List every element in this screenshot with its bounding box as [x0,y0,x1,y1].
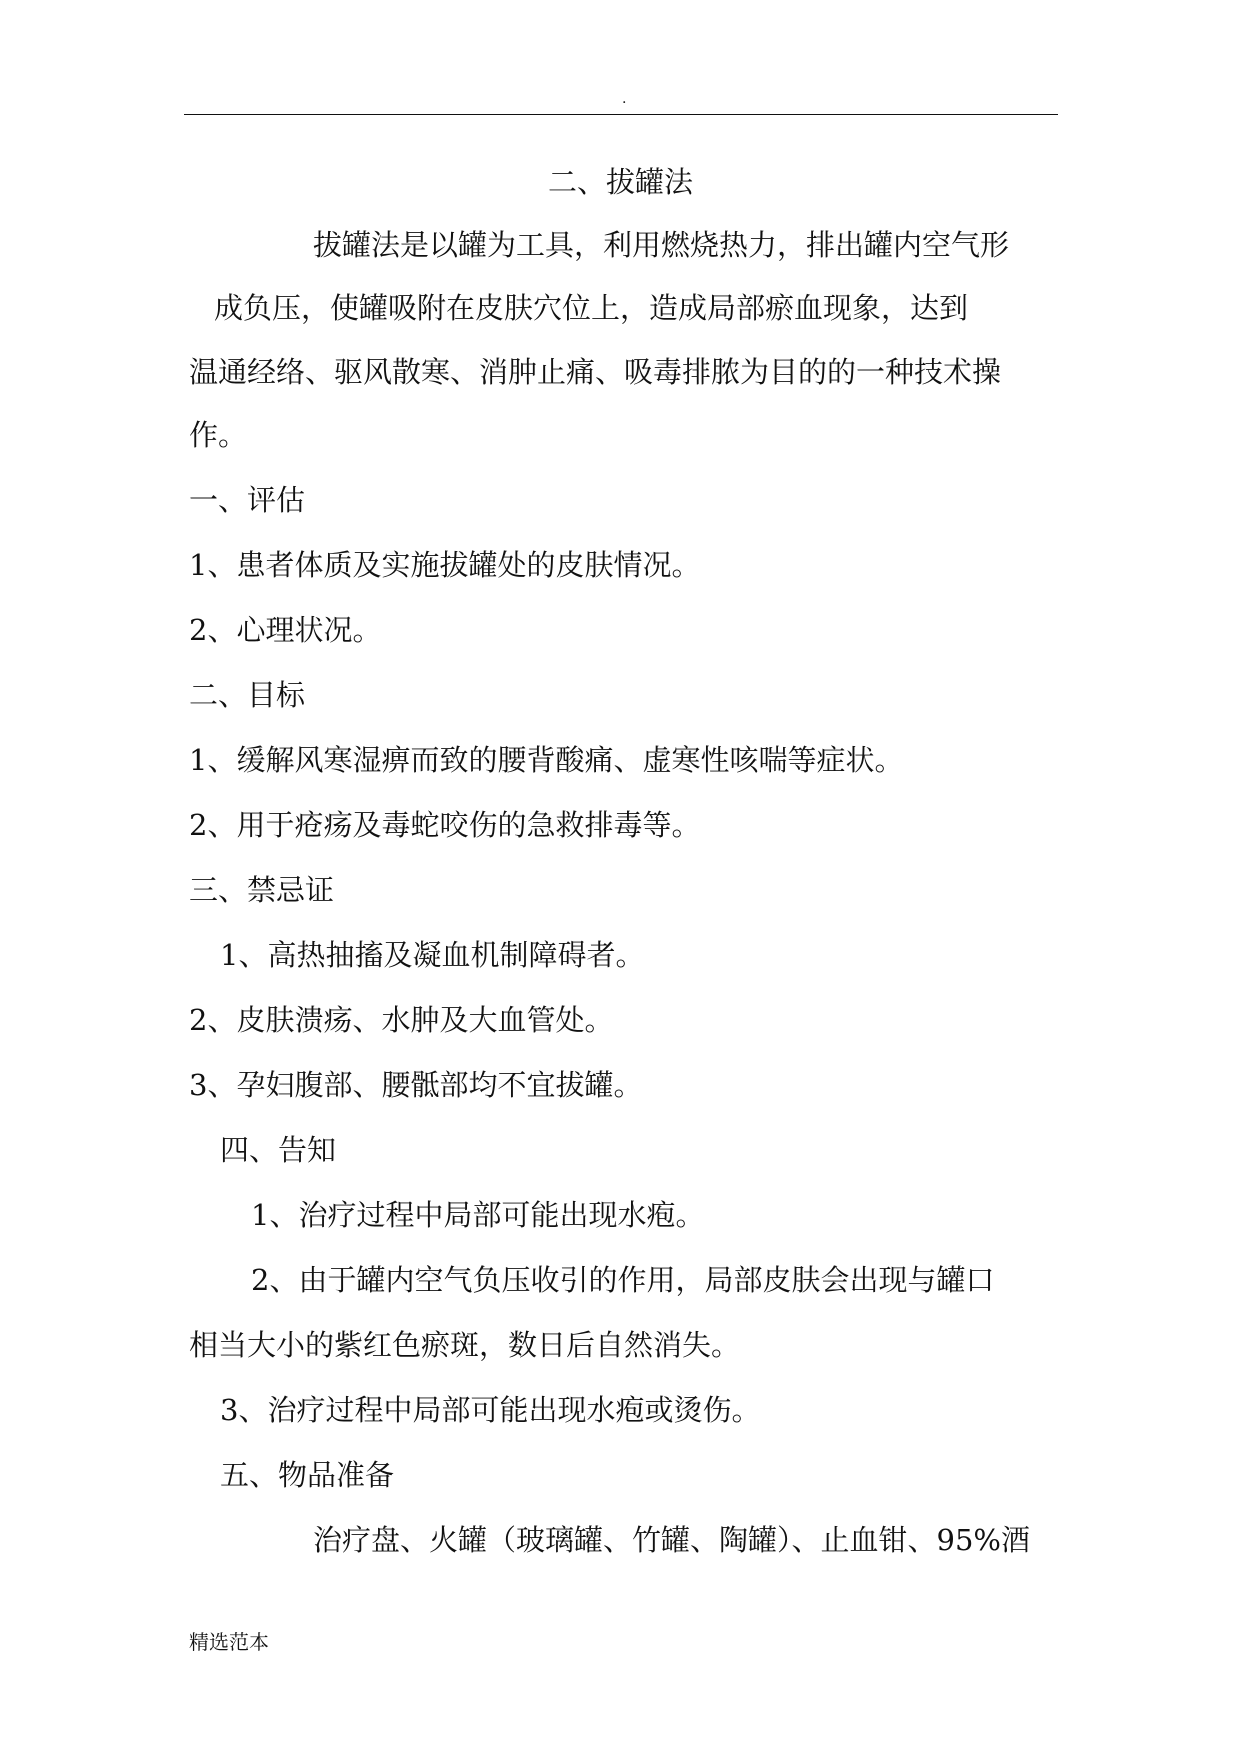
list-item: 1、缓解风寒湿痹而致的腰背酸痛、虚寒性咳喘等症状。 [189,743,904,777]
header-rule [184,114,1058,115]
section-heading: 一、评估 [189,483,306,517]
list-item: 相当大小的紫红色瘀斑，数日后自然消失。 [189,1328,741,1362]
list-item: 3、孕妇腹部、腰骶部均不宜拔罐。 [189,1068,643,1102]
section-heading: 五、物品准备 [220,1458,395,1492]
list-item: 1、高热抽搐及凝血机制障碍者。 [220,938,645,972]
intro-line: 温通经络、驱风散寒、消肿止痛、吸毒排脓为目的的一种技术操 [189,355,1002,389]
section-heading: 二、目标 [189,678,306,712]
intro-line: 拔罐法是以罐为工具，利用燃烧热力，排出罐内空气形 [313,228,1010,262]
list-item: 2、由于罐内空气负压收引的作用，局部皮肤会出现与罐口 [251,1263,995,1297]
section-heading: 三、禁忌证 [189,873,335,907]
section-heading: 四、告知 [220,1133,337,1167]
header-dot: . [622,91,627,107]
list-item: 2、心理状况。 [189,613,382,647]
page-footer: 精选范本 [189,1630,269,1654]
list-item: 3、治疗过程中局部可能出现水疱或烫伤。 [220,1393,761,1427]
intro-line: 作。 [189,418,248,452]
list-item: 1、患者体质及实施拔罐处的皮肤情况。 [189,548,701,582]
intro-line: 成负压，使罐吸附在皮肤穴位上，造成局部瘀血现象，达到 [214,291,969,325]
list-item: 1、治疗过程中局部可能出现水疱。 [251,1198,705,1232]
document-title: 二、拔罐法 [547,165,693,199]
list-item: 治疗盘、火罐（玻璃罐、竹罐、陶罐）、止血钳、95%酒 [313,1523,1030,1557]
list-item: 2、皮肤溃疡、水肿及大血管处。 [189,1003,614,1037]
list-item: 2、用于疮疡及毒蛇咬伤的急救排毒等。 [189,808,701,842]
